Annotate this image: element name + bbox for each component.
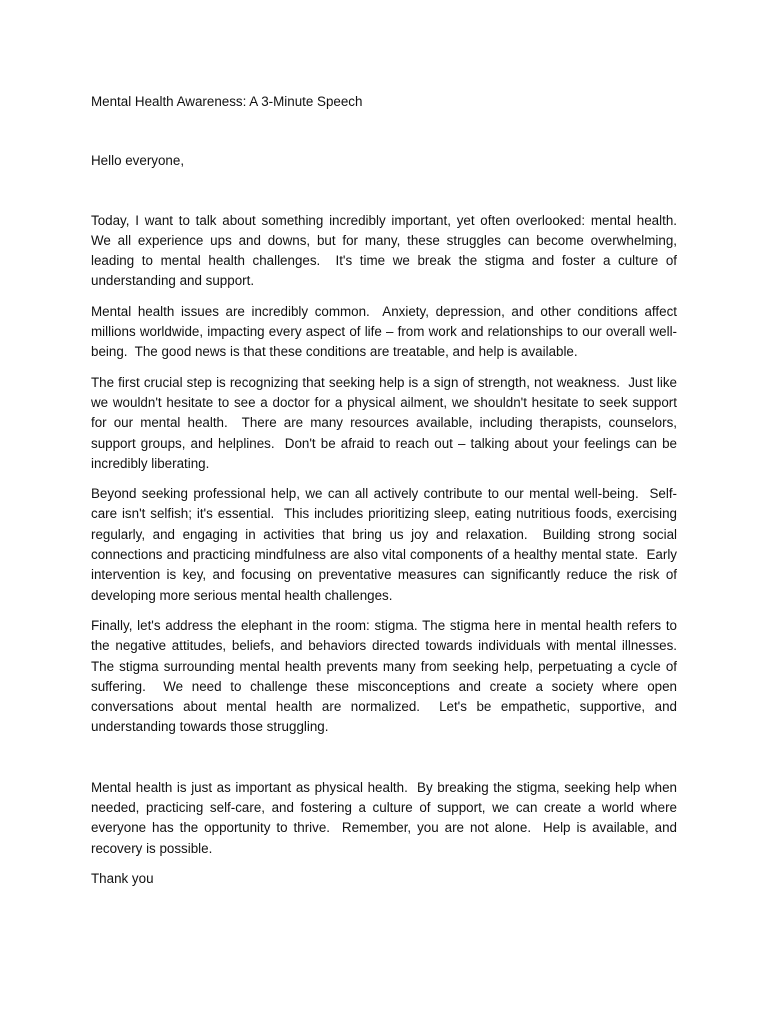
paragraph-stigma: Finally, let's address the elephant in the room: stigma. The stigma here in mental health refers to the negative attitudes, beliefs, and behaviors directed towards individuals with mental illnesses. The stigma surrounding mental health prevents many from seeking help, perpetuating a cycle of suffering. We need to challenge these misconceptions and create a society where open conversations about mental health are normalized. Let's be empathetic, supportive, and understanding towards those struggling. [91,617,681,735]
paragraph-intro: Today, I want to talk about something incredibly important, yet often overlooked: mental health. We all experience ups and downs, but for many, these struggles can become overwhelming, leading to mental health challenges. It's time we break the stigma and foster a culture of understanding and support. [91,212,685,289]
paragraph-self-care: Beyond seeking professional help, we can all actively contribute to our mental well-being. Self-care isn't selfish; it's essential. This includes prioritizing sleep, eating nutritious foods, exercising regularly, and engaging in activities that bring us joy and relaxation. Building strong social connections and practicing mindfulness are also vital components of a healthy mental state. Early intervention is key, and focusing on preventative measures can significantly reduce the risk of developing more serious mental health challenges. [91,486,681,603]
paragraph-conclusion: Mental health is just as important as physical health. By breaking the stigma, seeking help when needed, practicing self-care, and fostering a culture of support, we can create a world where everyone has the opportunity to thrive. Remember, you are not alone. Help is available, and recovery is possible. [91,779,681,856]
document-title: Mental Health Awareness: A 3-Minute Speech [91,94,363,109]
paragraph-prevalence: Mental health issues are incredibly common. Anxiety, depression, and other conditions affect millions worldwide, impacting every aspect of life – from work and relationships to our overall well-being. The good news is that these conditions are treatable, and help is available. [91,303,681,360]
document-body [91,92,685,889]
greeting: Hello everyone, [91,153,185,169]
paragraph-seeking-help: The first crucial step is recognizing that seeking help is a sign of strength, not weakness. Just like we wouldn't hesitate to see a doctor for a physical ailment, we shouldn't hesitate to seek support for our mental health. There are many resources available, including therapists, counselors, support groups, and helplines. Don't be afraid to reach out – talking about your feelings can be incredibly liberating. [91,374,681,471]
closing: Thank you [91,870,154,886]
